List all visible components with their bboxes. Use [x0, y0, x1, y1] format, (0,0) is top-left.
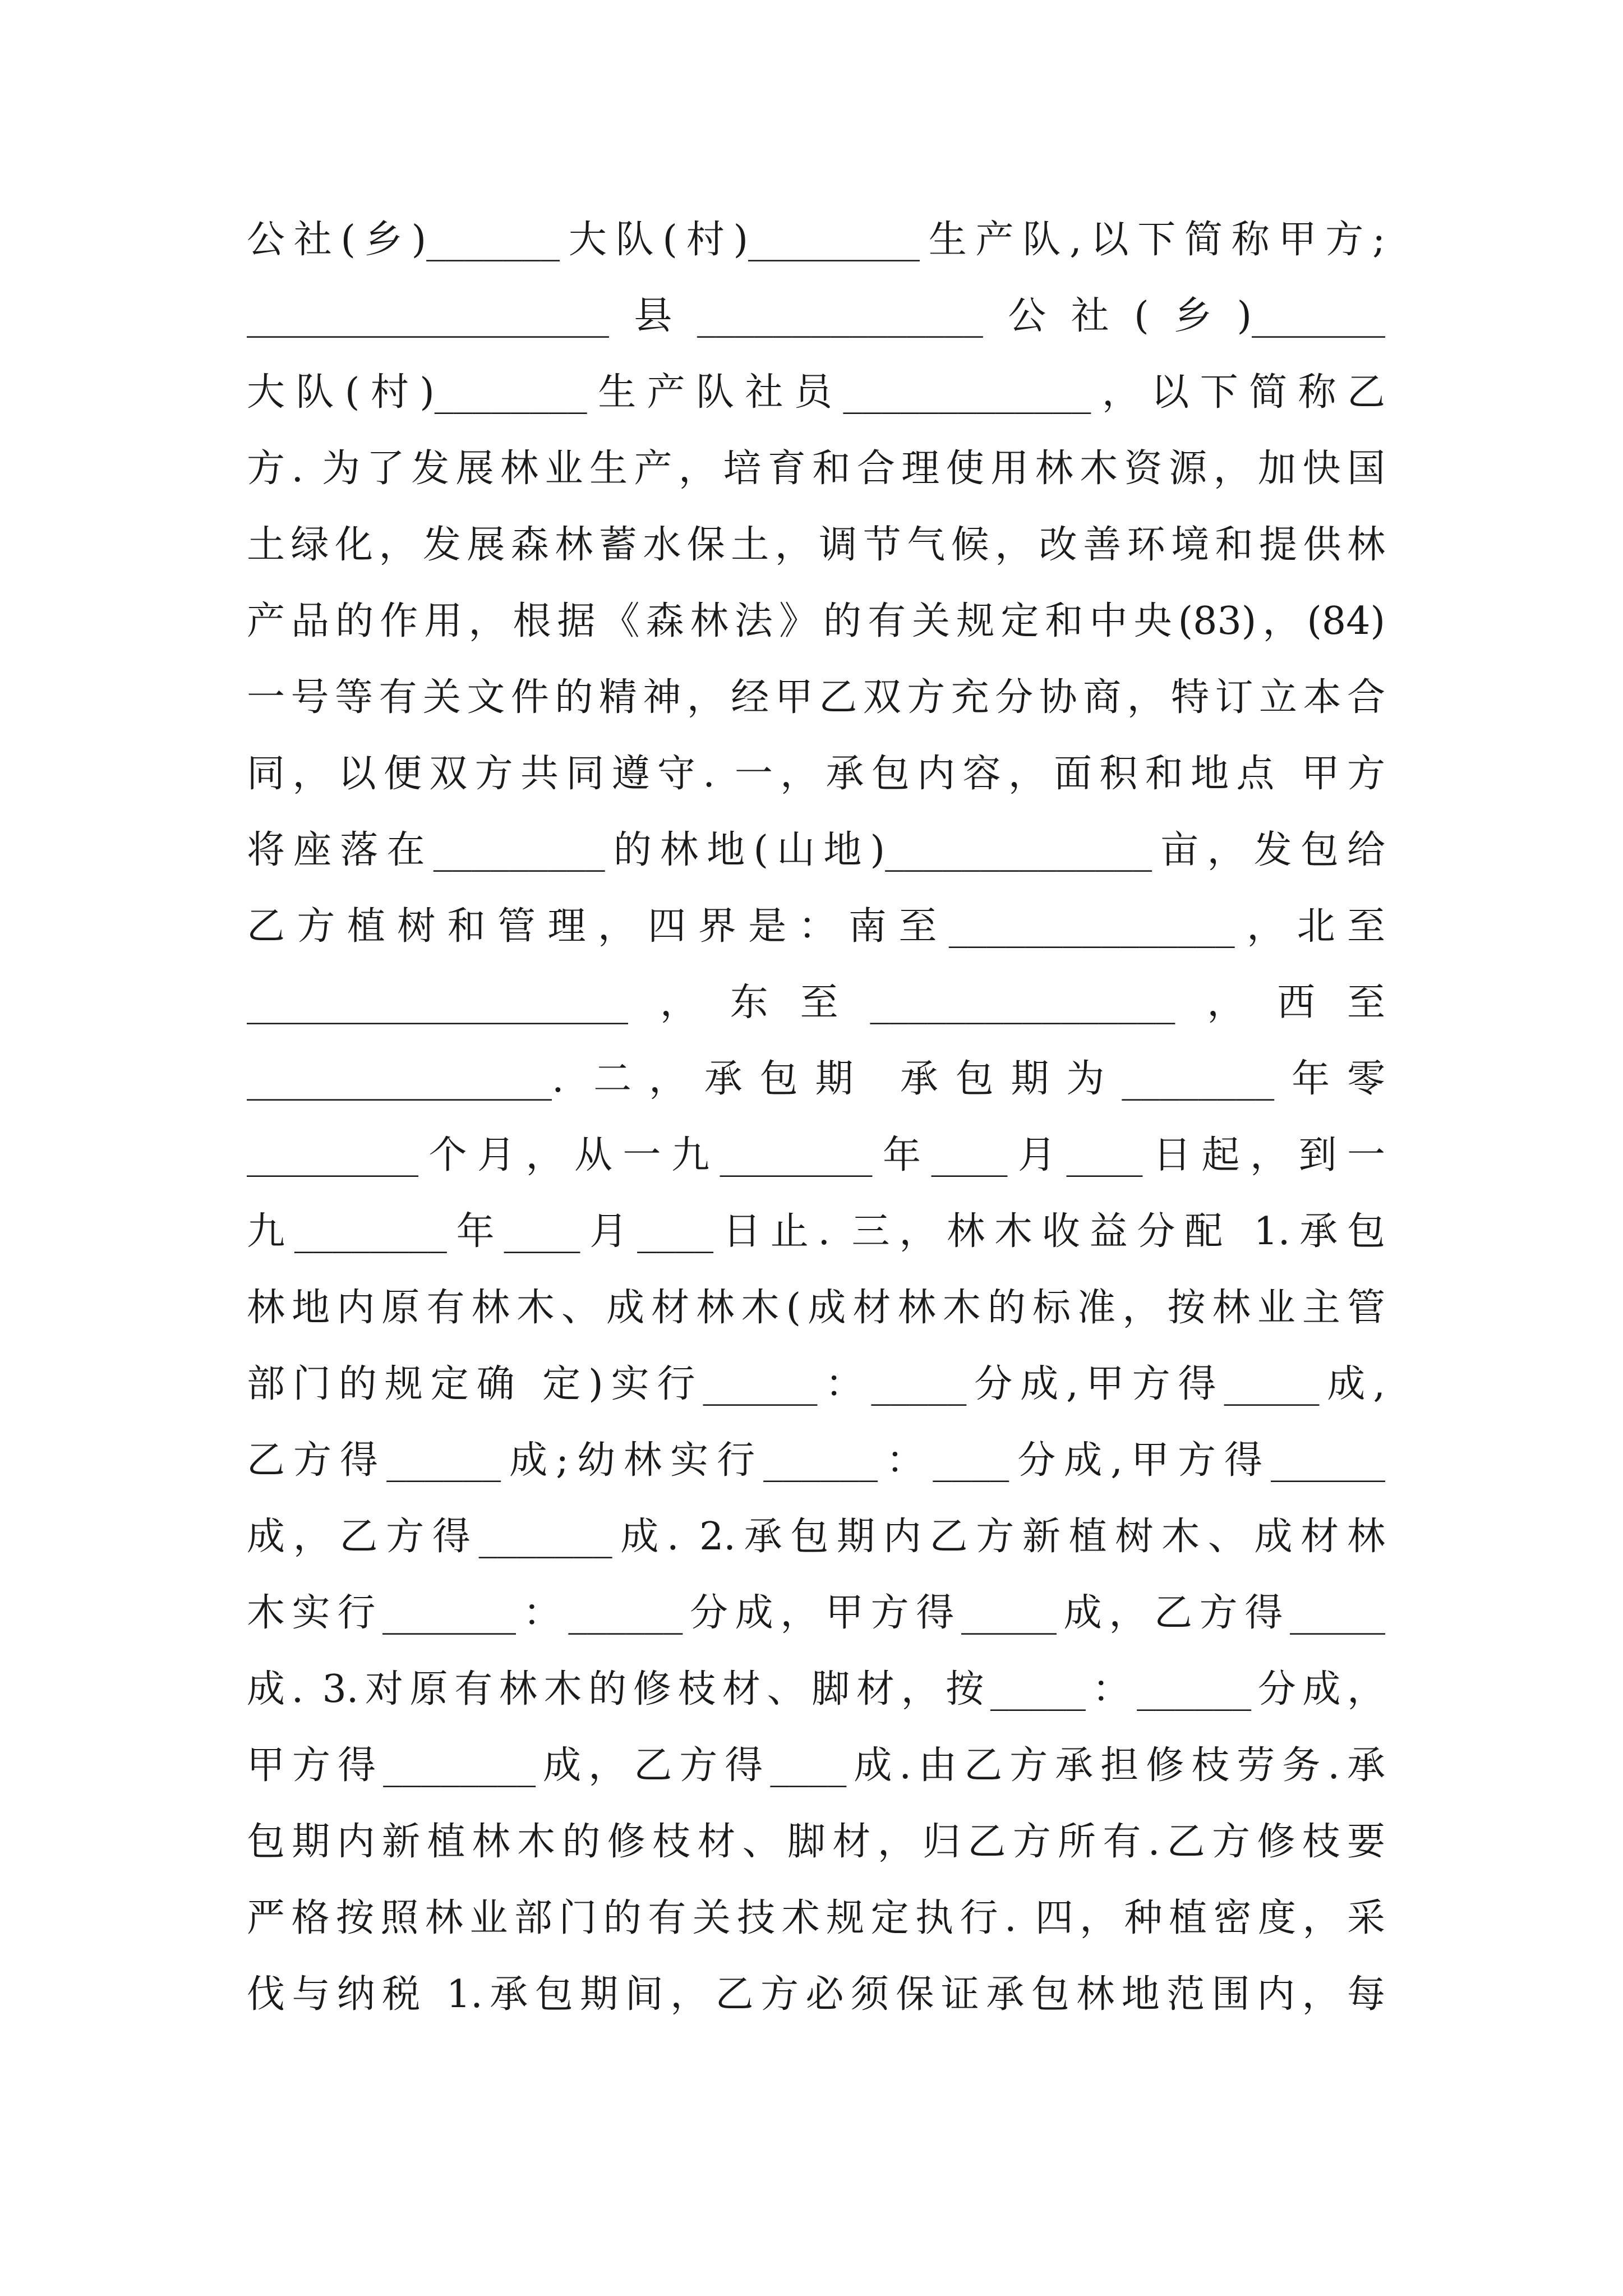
- text-line: ____________________，东至________________，西至: [247, 981, 1385, 1025]
- text-line: 成. 3.对原有林木的修枝材、脚材，按_____：______分成，: [247, 1667, 1385, 1711]
- text-line: 乙方得______成;幼林实行______：____分成,甲方得______: [247, 1438, 1385, 1483]
- text-line: 九________年____月____日止. 三，林木收益分配 1.承包: [247, 1209, 1385, 1254]
- text-line: ___________________县_______________公社(乡)_______: [247, 294, 1385, 338]
- text-line: _________个月，从一九________年____月____日起，到一: [247, 1133, 1385, 1177]
- text-line: 将座落在_________的林地(山地)______________亩，发包给: [247, 828, 1385, 872]
- contract-body-text: [247, 202, 1385, 2033]
- text-line: 公社(乡)_______大队(村)_________生产队,以下简称甲方;: [247, 218, 1385, 262]
- text-line: 成，乙方得_______成. 2.承包期内乙方新植树木、成材林: [247, 1515, 1385, 1559]
- text-line: 严格按照林业部门的有关技术规定执行. 四，种植密度，采: [247, 1896, 1385, 1940]
- text-line: 木实行_______：______分成，甲方得_____成，乙方得_____: [247, 1591, 1385, 1635]
- text-line: 产品的作用，根据《森林法》的有关规定和中央(83)，(84): [247, 599, 1385, 643]
- text-line: 大队(村)________生产队社员_____________，以下简称乙: [247, 370, 1385, 415]
- text-line: 土绿化，发展森林蓄水保土，调节气候，改善环境和提供林: [247, 523, 1385, 567]
- text-line: 方. 为了发展林业生产，培育和合理使用林木资源，加快国: [247, 447, 1385, 491]
- text-line: 包期内新植林木的修枝材、脚材，归乙方所有.乙方修枝要: [247, 1820, 1385, 1864]
- text-line: 林地内原有林木、成材林木(成材林木的标准，按林业主管: [247, 1286, 1385, 1330]
- text-line: 甲方得________成，乙方得____成.由乙方承担修枝劳务.承: [247, 1743, 1385, 1788]
- text-line: 伐与纳税 1.承包期间，乙方必须保证承包林地范围内，每: [247, 1972, 1385, 2017]
- text-line: 部门的规定确 定)实行______：_____分成,甲方得_____成,: [247, 1362, 1385, 1406]
- text-line: 同，以便双方共同遵守. 一，承包内容，面积和地点 甲方: [247, 752, 1385, 796]
- text-line: 乙方植树和管理，四界是：南至_______________，北至: [247, 904, 1385, 949]
- text-line: ________________. 二，承包期 承包期为________年零: [247, 1057, 1385, 1101]
- text-line: 一号等有关文件的精神，经甲乙双方充分协商，特订立本合: [247, 675, 1385, 720]
